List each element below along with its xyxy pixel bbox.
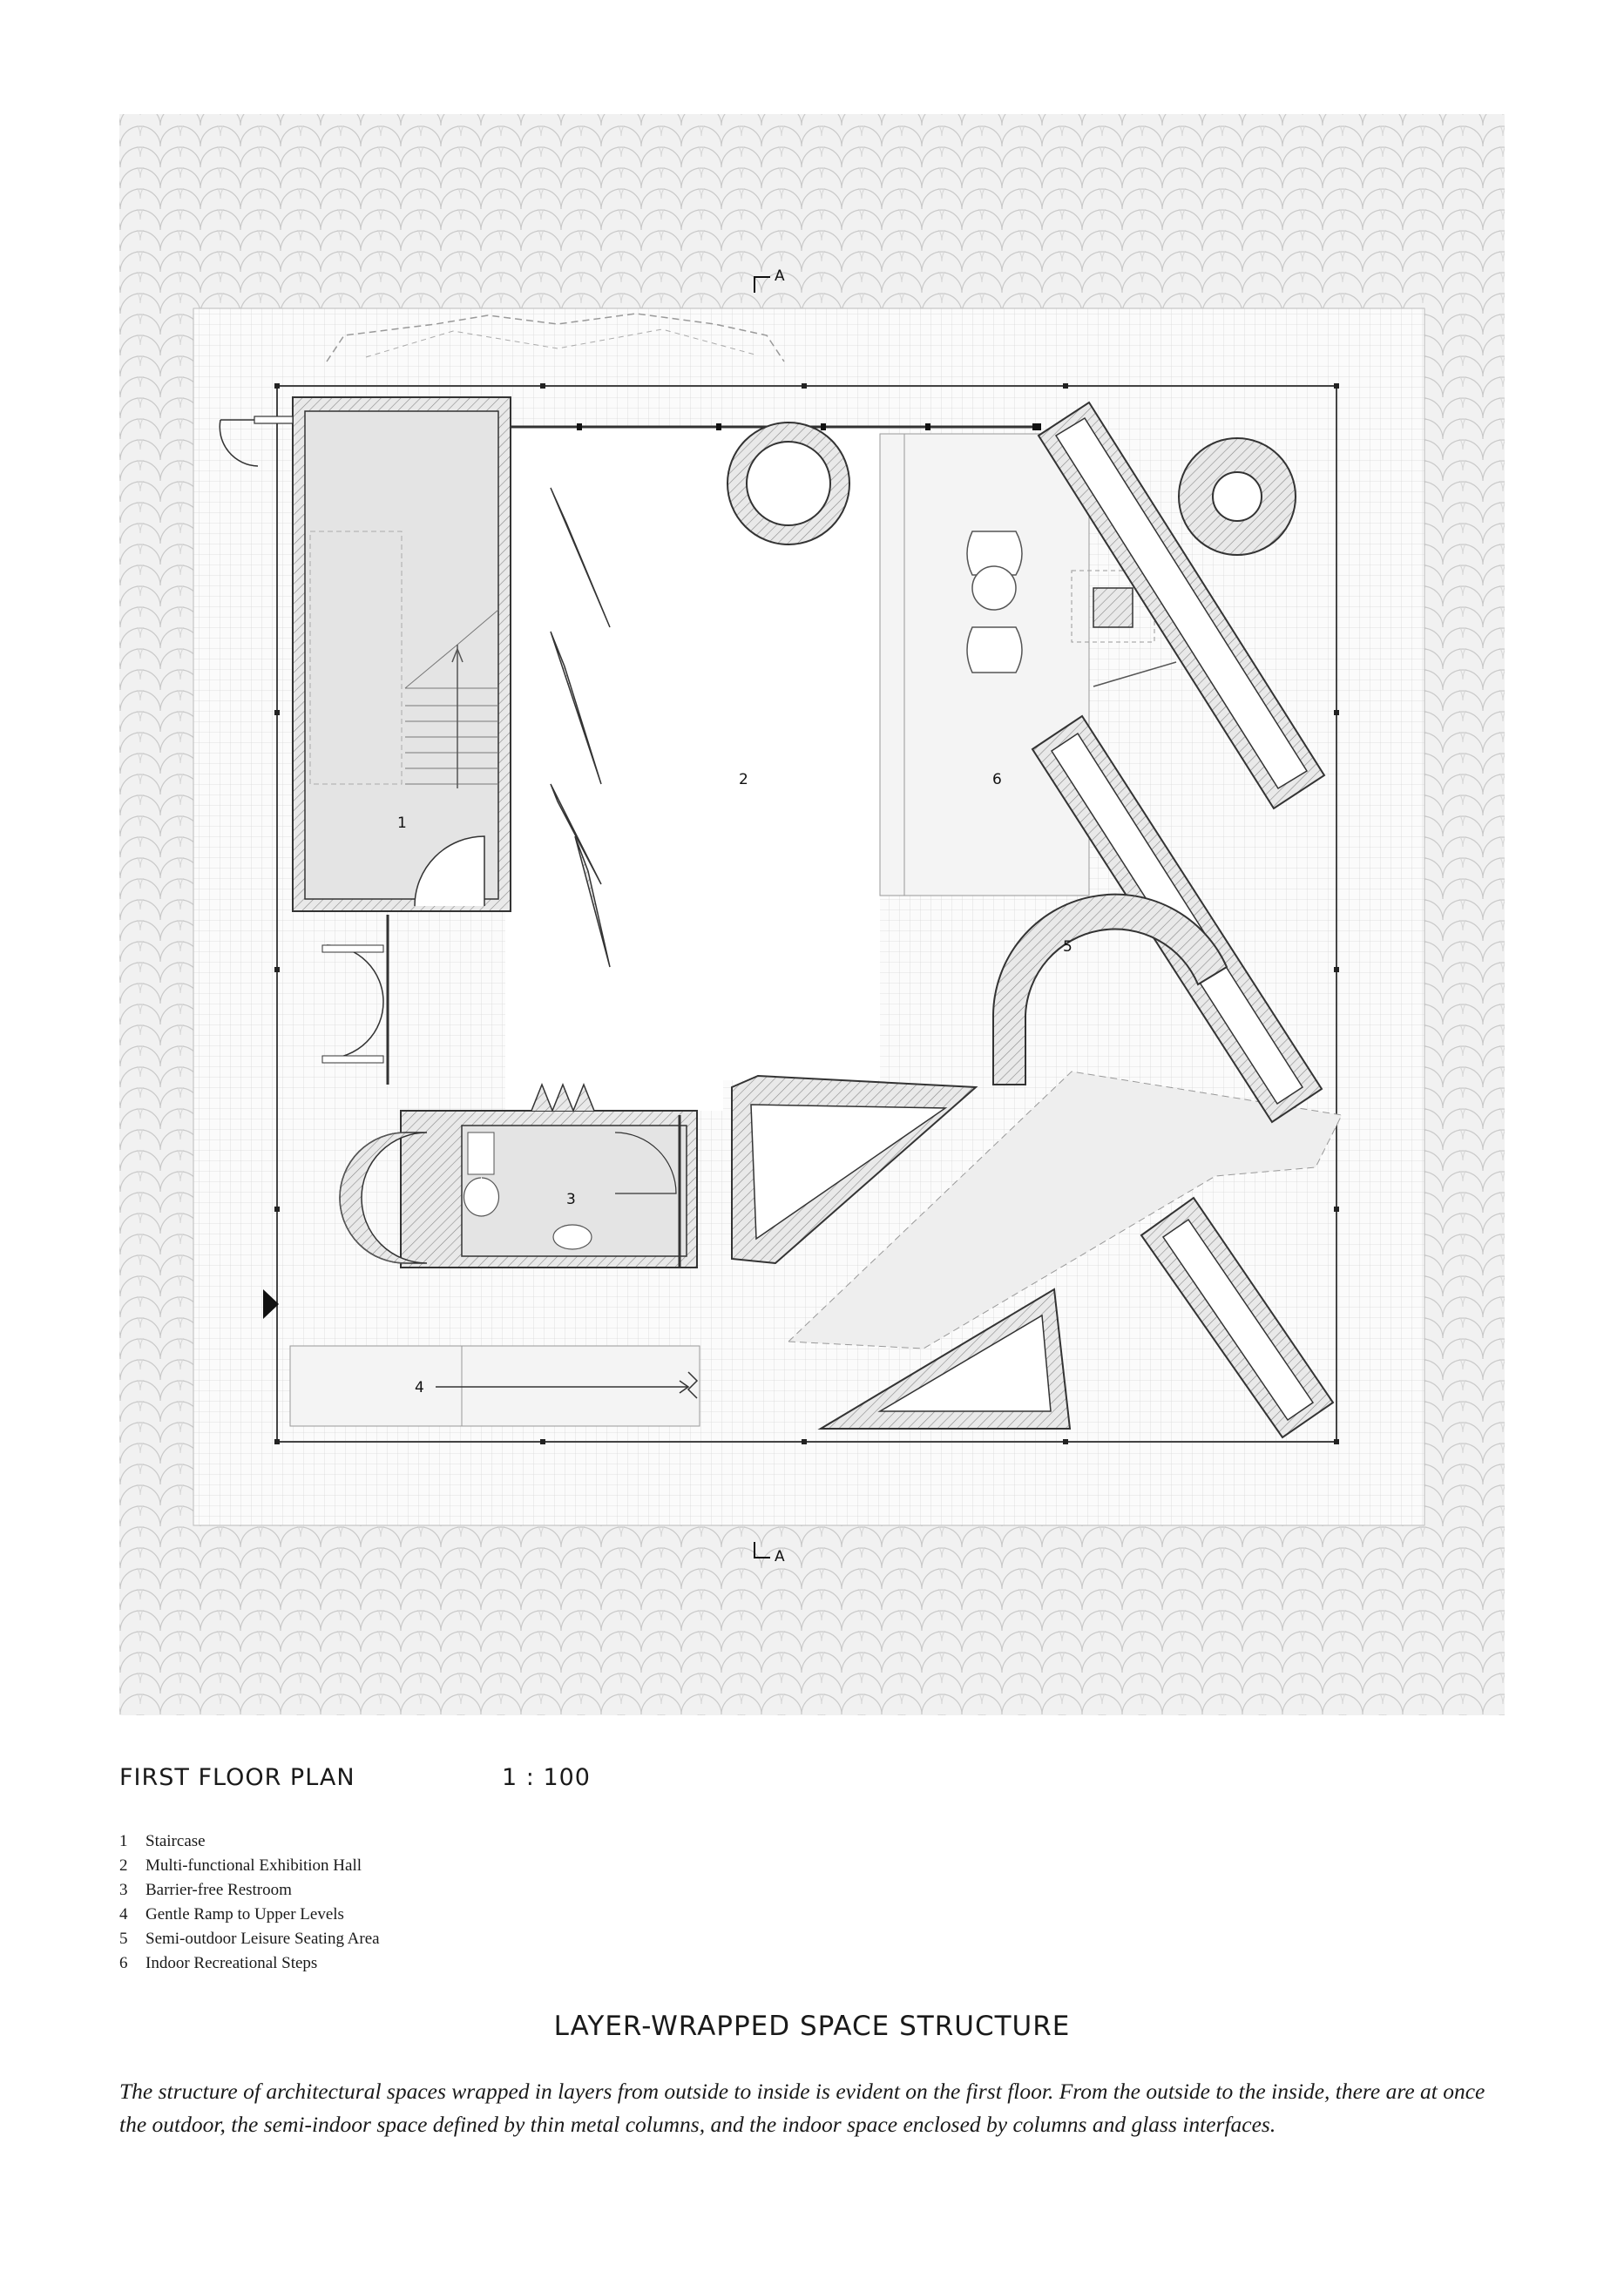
section-marker-top-label: A (775, 267, 785, 285)
room-label-2: 2 (739, 771, 748, 788)
legend-num: 1 (119, 1832, 128, 1850)
legend-num: 2 (119, 1856, 128, 1875)
legend-label: Staircase (145, 1832, 206, 1850)
legend-num: 5 (119, 1930, 128, 1948)
legend-item (119, 1927, 380, 1951)
room-label-5: 5 (1063, 938, 1073, 956)
room-label-1: 1 (397, 815, 407, 832)
legend-item (119, 1878, 380, 1903)
section-title: LAYER-WRAPPED SPACE STRUCTURE (553, 2011, 1071, 2042)
legend-item (119, 1903, 380, 1927)
legend-label: Gentle Ramp to Upper Levels (145, 1905, 344, 1924)
legend-label: Multi-functional Exhibition Hall (145, 1856, 362, 1875)
caption: The structure of architectural spaces wrapped in layers from outside to inside is evident on the first floor. From the outside to the inside, there are at once the outdoor, the semi-indoor space defined by thin metal columns, and the indoor space enclosed by columns and glass interfaces. (119, 2079, 1485, 2137)
section-marker-bottom-label: A (775, 1548, 785, 1565)
legend-item (119, 1829, 380, 1854)
legend-label: Indoor Recreational Steps (145, 1954, 318, 1972)
legend-num: 3 (119, 1881, 128, 1899)
legend-label: Barrier-free Restroom (145, 1881, 292, 1899)
legend-num: 4 (119, 1905, 128, 1924)
legend-item (119, 1854, 380, 1878)
gentle-ramp (290, 1346, 700, 1426)
room-label-3: 3 (566, 1191, 576, 1208)
room-label-6: 6 (992, 771, 1002, 788)
legend (119, 1829, 380, 1976)
plan-title: FIRST FLOOR PLAN (119, 1764, 355, 1791)
plan-scale: 1 : 100 (502, 1764, 591, 1791)
legend-num: 6 (119, 1954, 128, 1972)
room-label-4: 4 (415, 1379, 424, 1396)
legend-item (119, 1951, 380, 1976)
legend-label: Semi-outdoor Leisure Seating Area (145, 1930, 380, 1948)
